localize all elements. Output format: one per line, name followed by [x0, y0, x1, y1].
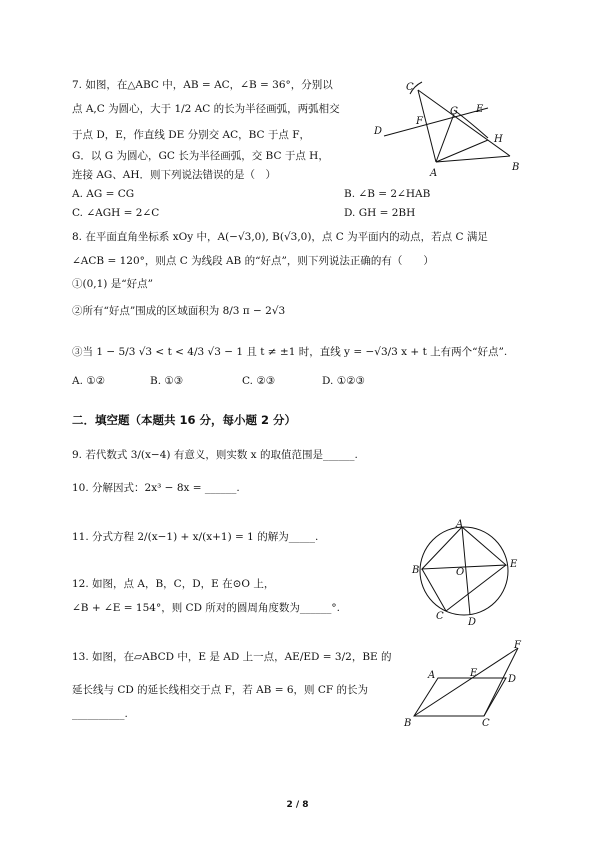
- q13-figure: [400, 638, 530, 730]
- page-number: 2 / 8: [286, 800, 309, 810]
- q13-label-b: B: [404, 718, 412, 729]
- q13-label-d: D: [508, 674, 517, 685]
- q13-line-2: 延长线与 CD 的延长线相交于点 F，若 AB = 6，则 CF 的长为: [72, 684, 369, 696]
- q12-label-d: D: [468, 617, 477, 627]
- q7-line-5: 连接 AG、AH．则下列说法错误的是（ ）: [72, 169, 277, 181]
- q11-text: 11. 分式方程 2/(x−1) + x/(x+1) = 1 的解为_____.: [72, 531, 319, 543]
- q7-line-3: 于点 D，E，作直线 DE 分别交 AC，BC 于点 F，: [72, 129, 311, 141]
- q13-line-3: __________.: [72, 708, 128, 720]
- q7-label-h: H: [494, 134, 503, 145]
- q8-line-1: 8. 在平面直角坐标系 xOy 中，A(−√3,0), B(√3,0)，点 C 为平面内的动点，若点 C 满足: [72, 231, 488, 243]
- q7-option-a: A. AG = CG: [72, 188, 135, 200]
- q7-line-1: 7. 如图，在△ABC 中，AB = AC，∠B = 36°，分别以: [72, 79, 333, 91]
- q7-label-b: B: [512, 162, 520, 173]
- q12-line-2: ∠B + ∠E = 154°，则 CD 所对的圆周角度数为______°.: [72, 602, 340, 614]
- section-2-title: 二．填空题（本题共 16 分，每小题 2 分）: [72, 413, 297, 427]
- q12-line-1: 12. 如图，点 A，B，C，D，E 在⊙O 上，: [72, 578, 275, 590]
- q7-option-d: D. GH = 2BH: [344, 207, 416, 219]
- q13-label-c: C: [482, 718, 490, 729]
- q8-line-4: ②所有“好点”围成的区域面积为 8/3 π − 2√3: [72, 305, 286, 317]
- q7-line-4: G．以 G 为圆心，GC 长为半径画弧，交 BC 于点 H，: [72, 150, 329, 162]
- q12-label-e: E: [510, 559, 518, 570]
- q8-option-a: A. ①②: [72, 375, 106, 387]
- q9-text: 9. 若代数式 3/(x−4) 有意义，则实数 x 的取值范围是______.: [72, 449, 358, 461]
- q7-label-c: C: [406, 82, 414, 93]
- q7-option-b: B. ∠B = 2∠HAB: [344, 188, 431, 200]
- q7-label-f: F: [416, 116, 423, 127]
- q7-label-d: D: [374, 126, 383, 137]
- q12-label-o: O: [456, 567, 465, 578]
- q7-label-g: G: [450, 106, 458, 117]
- q7-label-e: E: [476, 104, 484, 115]
- q7-figure: [370, 72, 530, 182]
- q13-label-f: F: [514, 640, 521, 651]
- q12-figure: [410, 515, 530, 627]
- q7-option-c: C. ∠AGH = 2∠C: [72, 207, 160, 219]
- q13-label-a: A: [428, 670, 436, 681]
- q7-label-a: A: [430, 168, 438, 179]
- q13-label-e: E: [470, 668, 478, 679]
- q8-option-d: D. ①②③: [322, 375, 365, 387]
- q12-label-a: A: [456, 519, 464, 530]
- q13-line-1: 13. 如图，在▱ABCD 中，E 是 AD 上一点，AE/ED = 3/2，BE 的: [72, 651, 392, 663]
- q8-line-2: ∠ACB = 120°，则点 C 为线段 AB 的“好点”，则下列说法正确的有（ ）: [72, 255, 434, 267]
- q8-line-3: ①(0,1) 是“好点”: [72, 278, 153, 290]
- q10-text: 10. 分解因式：2x³ − 8x = ______.: [72, 482, 240, 494]
- q7-line-2: 点 A,C 为圆心，大于 1/2 AC 的长为半径画弧，两弧相交: [72, 103, 340, 115]
- q8-option-c: C. ②③: [242, 375, 276, 387]
- q12-label-c: C: [436, 611, 444, 622]
- q12-label-b: B: [412, 565, 420, 576]
- q8-line-5: ③当 1 − 5/3 √3 < t < 4/3 √3 − 1 且 t ≠ ±1 时，直线 y = −√3/3 x + t 上有两个“好点”.: [72, 346, 508, 358]
- q8-option-b: B. ①③: [150, 375, 184, 387]
